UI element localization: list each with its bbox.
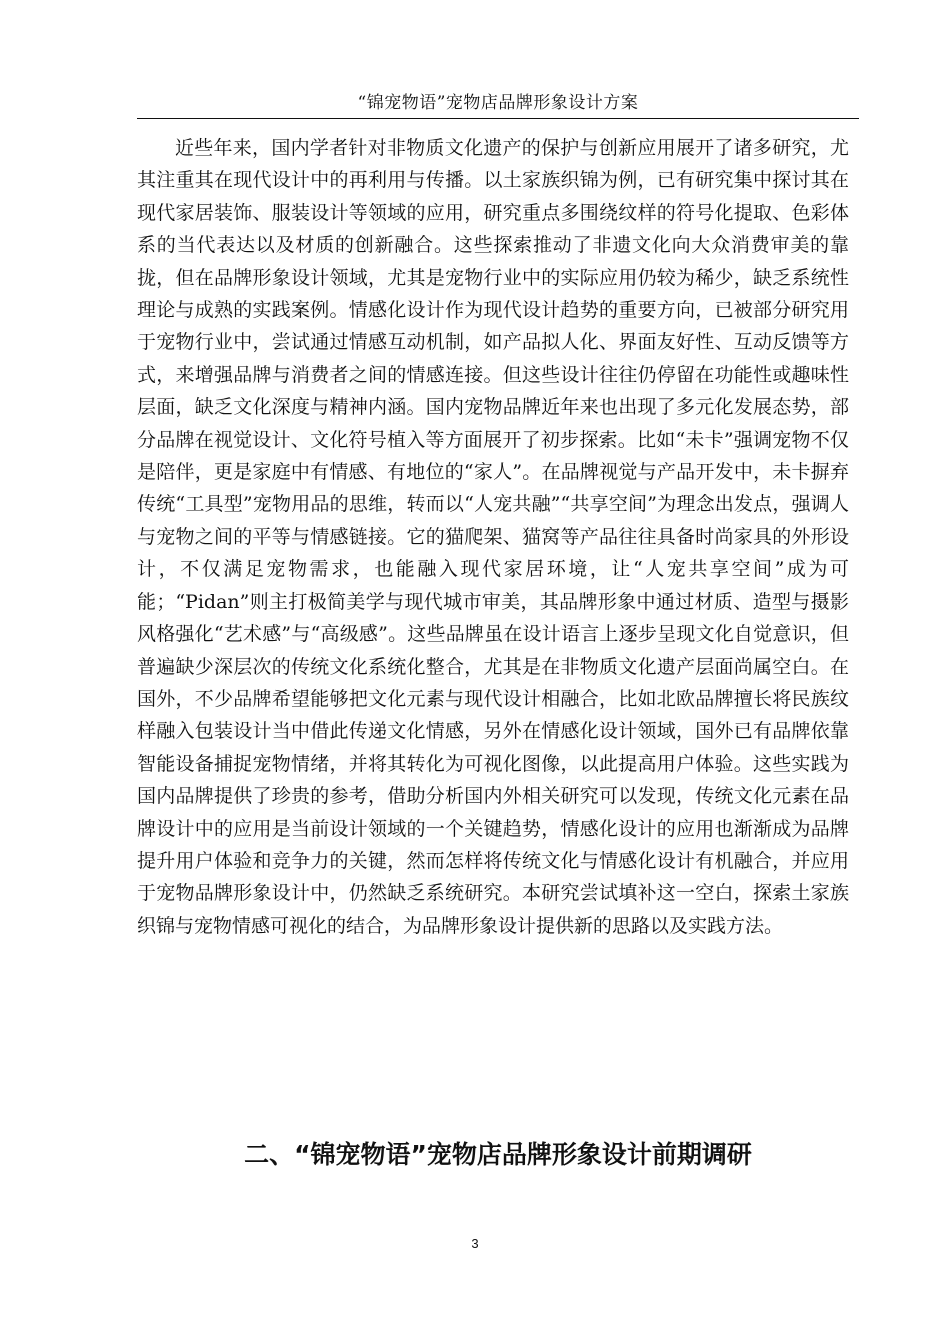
section-heading: 二、“锦宠物语”宠物店品牌形象设计前期调研 bbox=[244, 1140, 752, 1169]
body-paragraph: 近些年来，国内学者针对非物质文化遗产的保护与创新应用展开了诸多研究，尤其注重其在现代设计中的再利用与传播。以土家族织锦为例，已有研究集中探讨其在现代家居装饰、服装设计等领域的应用，研究重点多围绕纹样的符号化提取、色彩体系的当代表达以及材质的创新融合。这些探索推动了非遗文化向大众消费审美的靠拢，但在品牌形象设计领域，尤其是宠物行业中的实际应用仍较为稀少，缺乏系统性理论与成熟的实践案例。情感化设计作为现代设计趋势的重要方向，已被部分研究用于宠物行业中，尝试通过情感互动机制，如产品拟人化、界面友好性、互动反馈等方式，来增强品牌与消费者之间的情感连接。但这些设计往往仍停留在功能性或趣味性层面，缺乏文化深度与精神内涵。国内宠物品牌近年来也出现了多元化发展态势，部分品牌在视觉设计、文化符号植入等方面展开了初步探索。比如“未卡”强调宠物不仅是陪伴，更是家庭中有情感、有地位的“家人”。在品牌视觉与产品开发中，未卡摒弃传统“工具型”宠物用品的思维，转而以“人宠共融”“共享空间”为理念出发点，强调人与宠物之间的平等与情感链接。它的猫爬架、猫窝等产品往往具备时尚家具的外形设计，不仅满足宠物需求，也能融入现代家居环境，让“人宠共享空间”成为可能；“Pidan”则主打极简美学与现代城市审美，其品牌形象中通过材质、造型与摄影风格强化“艺术感”与“高级感”。这些品牌虽在设计语言上逐步呈现文化自觉意识，但普遍缺少深层次的传统文化系统化整合，尤其是在非物质文化遗产层面尚属空白。在国外，不少品牌希望能够把文化元素与现代设计相融合，比如北欧品牌擅长将民族纹样融入包装设计当中借此传递文化情感，另外在情感化设计领域，国外已有品牌依靠智能设备捕捉宠物情绪，并将其转化为可视化图像，以此提高用户体验。这些实践为国内品牌提供了珍贵的参考，借助分析国内外相关研究可以发现，传统文化元素在品牌设计中的应用是当前设计领域的一个关键趋势，情感化设计的应用也渐渐成为品牌提升用户体验和竞争力的关键，然而怎样将传统文化与情感化设计有机融合，并应用于宠物品牌形象设计中，仍然缺乏系统研究。本研究尝试填补这一空白，探索土家族织锦与宠物情感可视化的结合，为品牌形象设计提供新的思路以及实践方法。 bbox=[137, 137, 849, 937]
page-number: 3 bbox=[471, 1236, 479, 1251]
running-header: “锦宠物语”宠物店品牌形象设计方案 bbox=[357, 93, 639, 113]
header-divider bbox=[137, 118, 859, 119]
